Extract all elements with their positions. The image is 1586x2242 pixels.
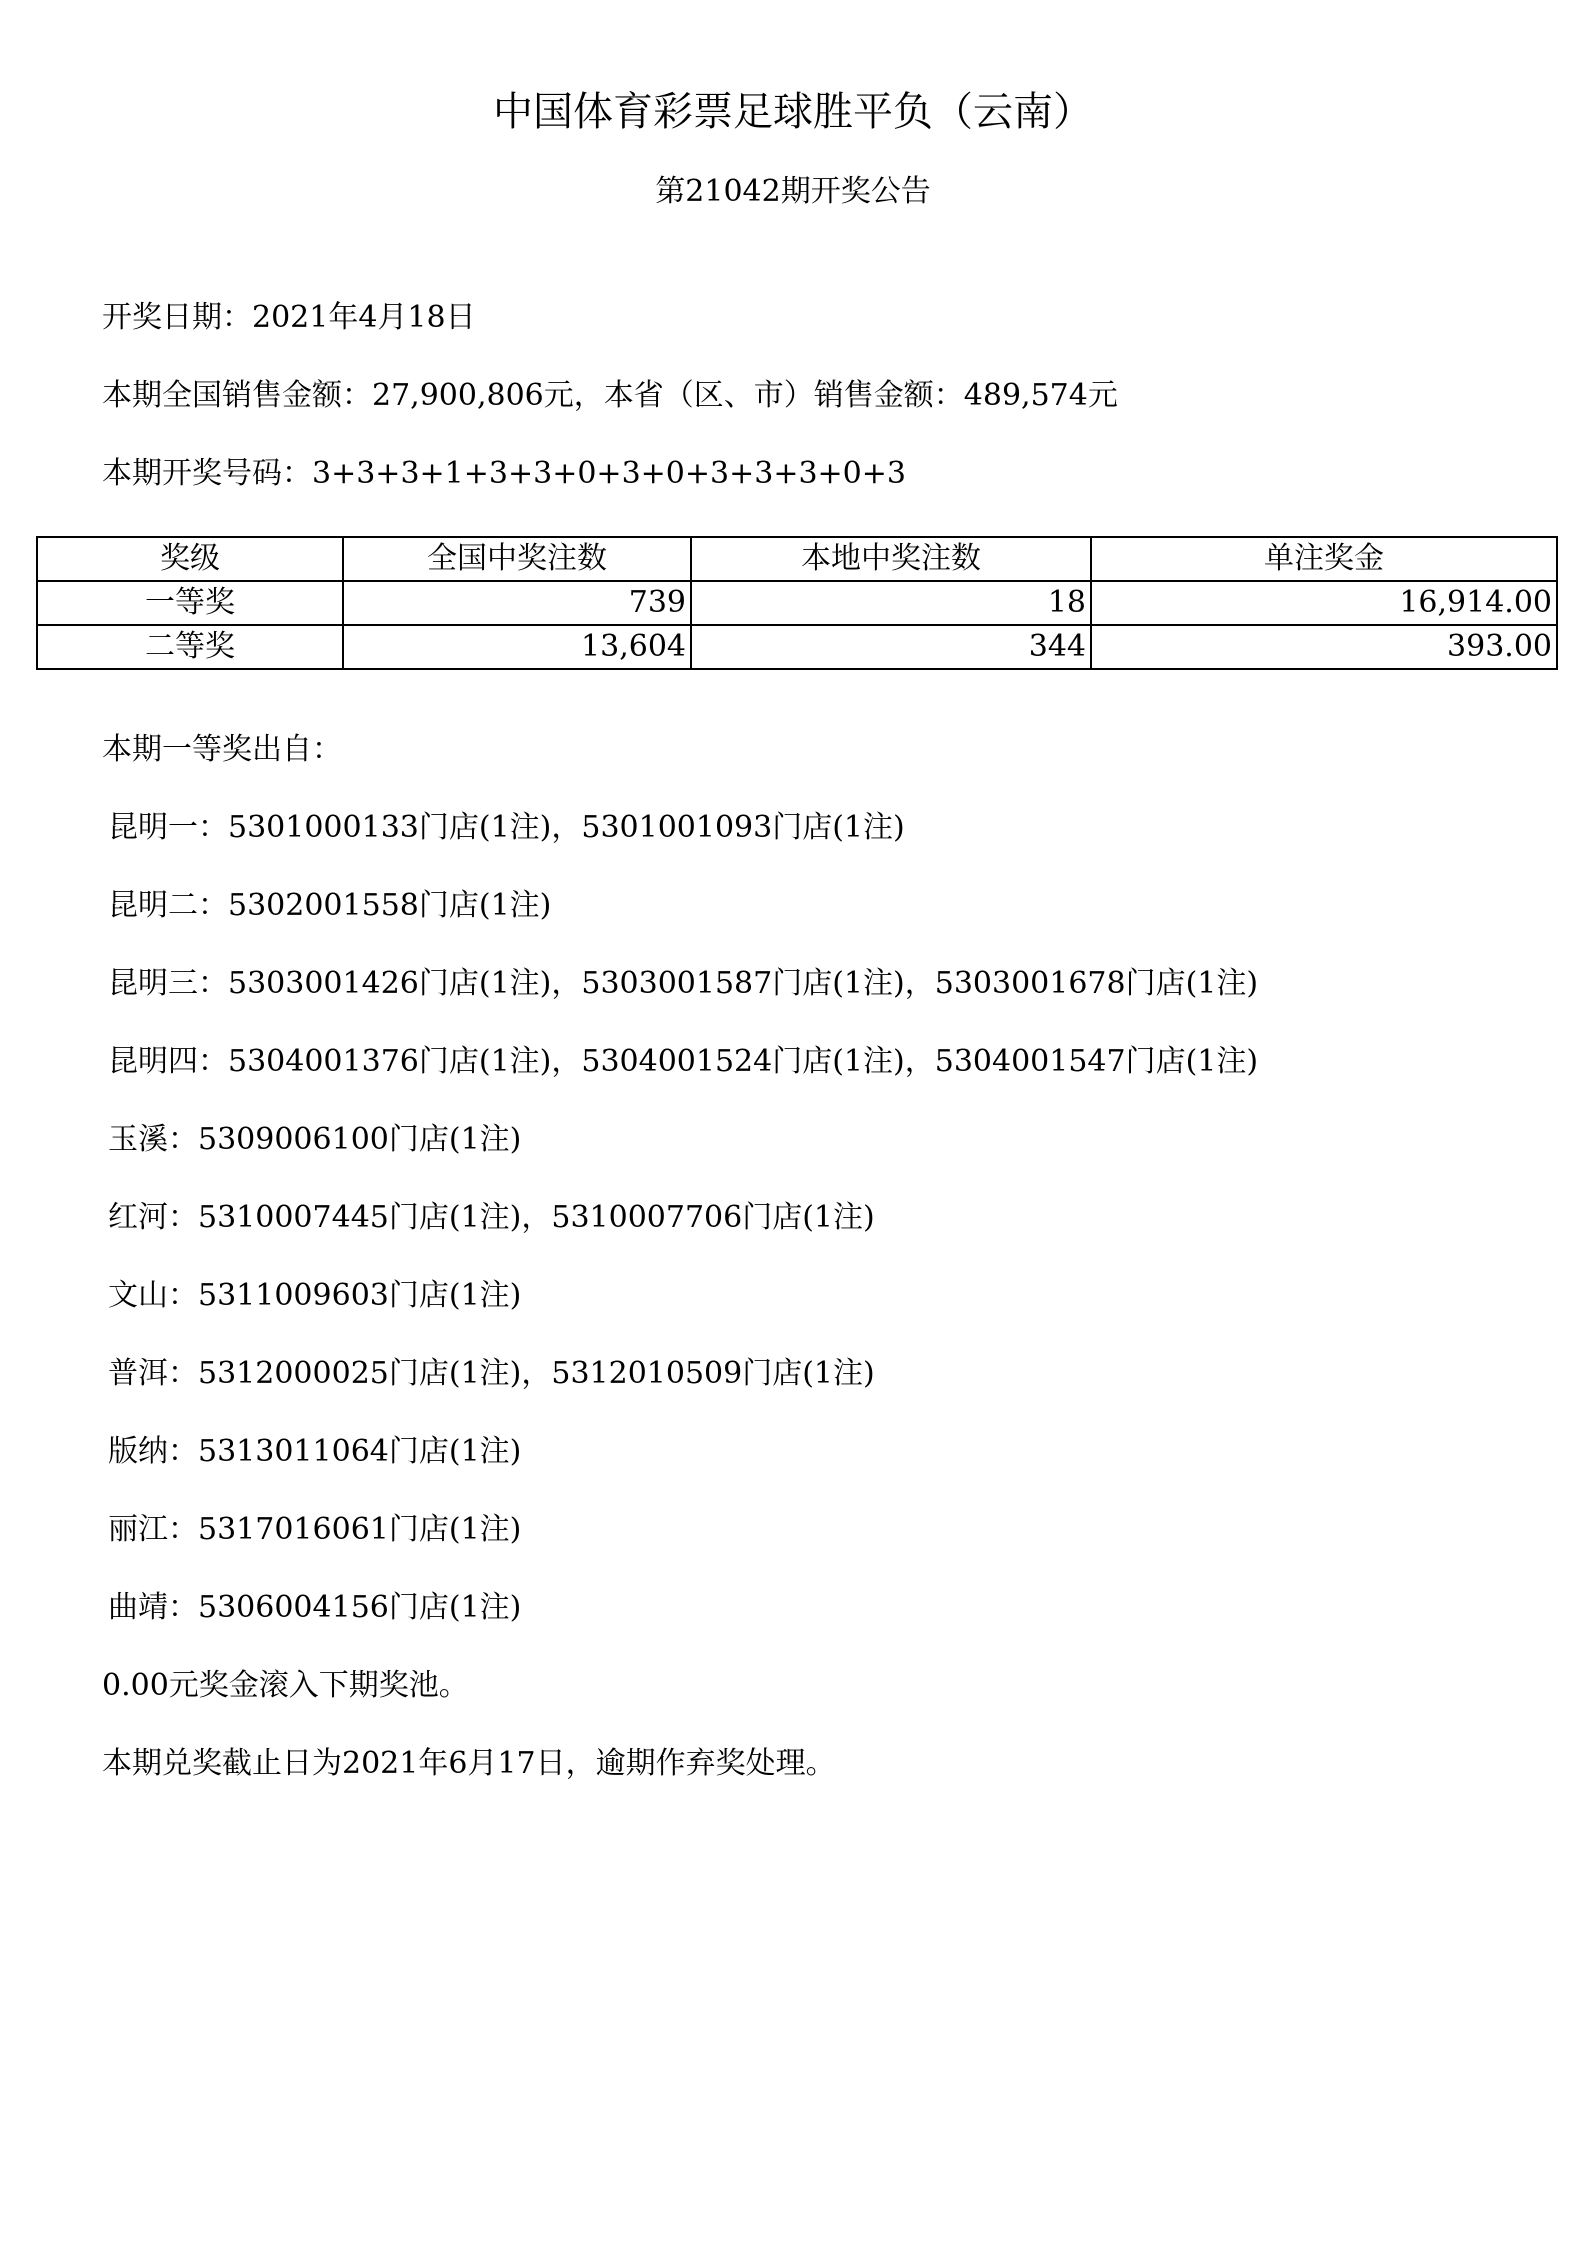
winner-store-line: 昆明一：5301000133门店(1注)，5301001093门店(1注)	[108, 810, 905, 845]
table-row	[37, 581, 1557, 625]
prize-level-cell: 二等奖	[37, 625, 343, 669]
sales-amount: 本期全国销售金额：27,900,806元，本省（区、市）销售金额：489,574元	[102, 378, 1118, 413]
local-count-cell: 18	[691, 581, 1091, 625]
winner-store-line: 红河：5310007445门店(1注)，5310007706门店(1注)	[108, 1200, 875, 1235]
national-count-cell: 13,604	[343, 625, 691, 669]
draw-date: 开奖日期：2021年4月18日	[102, 300, 476, 335]
winner-store-line: 文山：5311009603门店(1注)	[108, 1278, 522, 1313]
prize-level-cell: 一等奖	[37, 581, 343, 625]
table-header-row	[37, 537, 1557, 581]
winner-store-line: 普洱：5312000025门店(1注)，5312010509门店(1注)	[108, 1356, 875, 1391]
winner-store-line: 丽江：5317016061门店(1注)	[108, 1512, 522, 1547]
deadline-note: 本期兑奖截止日为2021年6月17日，逾期作弃奖处理。	[102, 1746, 836, 1781]
winner-store-line: 版纳：5313011064门店(1注)	[108, 1434, 522, 1469]
local-count-cell: 344	[691, 625, 1091, 669]
national-count-cell: 739	[343, 581, 691, 625]
winners-intro: 本期一等奖出自：	[102, 732, 342, 767]
winner-store-line: 昆明三：5303001426门店(1注)，5303001587门店(1注)，5303001678门店(1注)	[108, 966, 1259, 1001]
prize-table	[36, 536, 1558, 670]
rollover-note: 0.00元奖金滚入下期奖池。	[102, 1668, 469, 1703]
header-prize-amount: 单注奖金	[1091, 537, 1557, 581]
header-local-count: 本地中奖注数	[691, 537, 1091, 581]
table-row	[37, 625, 1557, 669]
winner-store-line: 昆明四：5304001376门店(1注)，5304001524门店(1注)，5304001547门店(1注)	[108, 1044, 1259, 1079]
winner-store-line: 玉溪：5309006100门店(1注)	[108, 1122, 522, 1157]
winning-numbers: 本期开奖号码：3+3+3+1+3+3+0+3+0+3+3+3+0+3	[102, 456, 906, 491]
header-national-count: 全国中奖注数	[343, 537, 691, 581]
prize-amount-cell: 16,914.00	[1091, 581, 1557, 625]
prize-amount-cell: 393.00	[1091, 625, 1557, 669]
winner-store-line: 昆明二：5302001558门店(1注)	[108, 888, 552, 923]
page-subtitle: 第21042期开奖公告	[655, 174, 931, 209]
header-prize-level: 奖级	[37, 537, 343, 581]
winner-store-line: 曲靖：5306004156门店(1注)	[108, 1590, 522, 1625]
page-title: 中国体育彩票足球胜平负（云南）	[493, 89, 1093, 135]
